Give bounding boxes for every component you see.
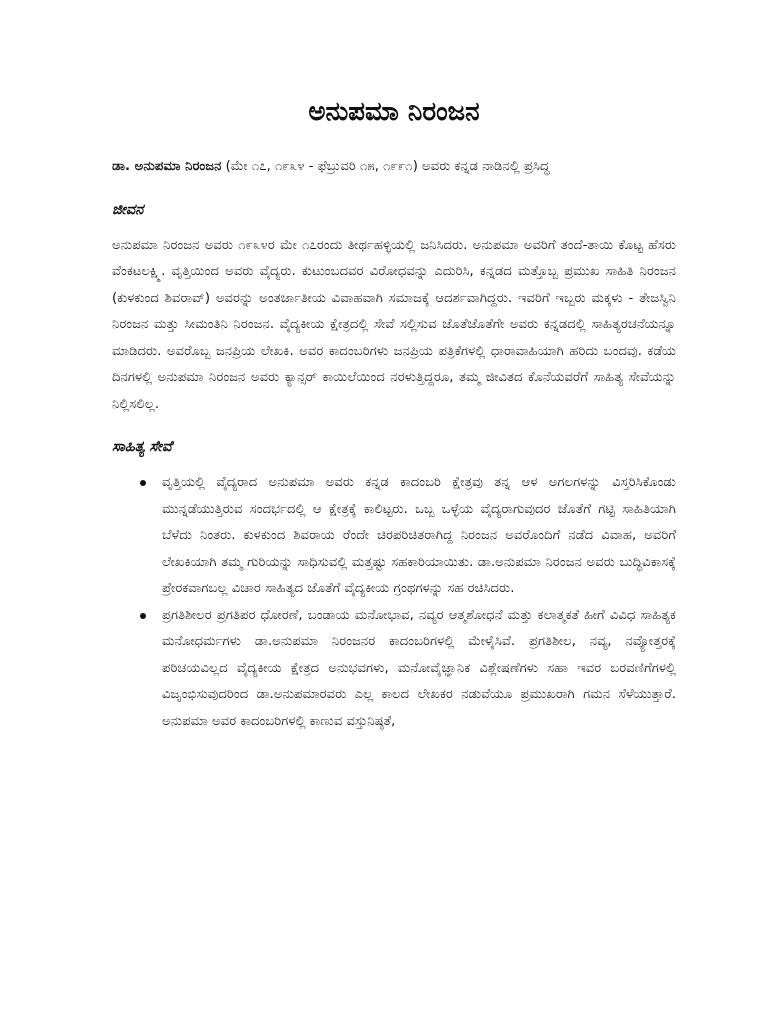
page-title: ಅನುಪಮಾ ನಿರಂಜನ (308, 97, 480, 127)
intro-text: (ಮೇ ೧೭, ೧೯೩೪ - ಫೆಬ್ರುವರಿ ೧೫, ೧೯೯೧) ಅವರು ಕನ್ನಡ ನಾಡಿನಲ್ಲಿ ಪ್ರಸಿದ್ಧ (221, 159, 550, 174)
intro-name: ಡಾ. ಅನುಪಮಾ ನಿರಂಜನ (112, 159, 222, 174)
literary-service-list (112, 470, 676, 735)
list-item (162, 470, 676, 603)
bullet-icon (140, 613, 146, 619)
life-paragraph: ಅನುಪಮಾ ನಿರಂಜನ ಅವರು ೧೯೩೪ರ ಮೇ ೧೭ರಂದು ತೀರ್ಥಹಳ್ಳಿಯಲ್ಲಿ ಜನಿಸಿದರು. ಅನುಪಮಾ ಅವರಿಗೆ ತಂದೆ-ತಾಯಿ ಕೊಟ್ಟ ಹೆಸರು ವೆಂಕಟಲಕ್ಷ್ಮಿ. ವೃತ್ತಿಯಿಂದ ಅವರು ವೈದ್ಯರು. ಕುಟುಂಬದವರ ವಿರೋಧವನ್ನು ಎದುರಿಸಿ, ಕನ್ನಡದ ಮತ್ತೊಬ್ಬ ಪ್ರಮುಖ ಸಾಹಿತಿ ನಿರಂಜನ (ಕುಳಕುಂದ ಶಿವರಾವ್) ಅವರನ್ನು ಅಂತರ್ಜಾತೀಯ ವಿವಾಹವಾಗಿ ಸಮಾಜಕ್ಕೆ ಆದರ್ಶವಾಗಿದ್ದರು. ಇವರಿಗೆ ಇಬ್ಬರು ಮಕ್ಕಳು - ತೇಜಸ್ವಿನಿ ನಿರಂಜನ ಮತ್ತು ಸೀಮಂತಿನಿ ನಿರಂಜನ. ವೈದ್ಯಕೀಯ ಕ್ಷೇತ್ರದಲ್ಲಿ ಸೇವೆ ಸಲ್ಲಿಸುವ ಜೊತೆಜೊತೆಗೇ ಅವರು ಕನ್ನಡದಲ್ಲಿ ಸಾಹಿತ್ಯರಚನೆಯನ್ನೂ ಮಾಡಿದರು. ಅವರೊಬ್ಬ ಜನಪ್ರಿಯ ಲೇಖಕಿ. ಅವರ ಕಾದಂಬರಿಗಳು ಜನಪ್ರಿಯ ಪತ್ರಿಕೆಗಳಲ್ಲಿ ಧಾರಾವಾಹಿಯಾಗಿ ಹರಿದು ಬಂದವು. ಕಡೆಯ ದಿನಗಳಲ್ಲಿ ಅನುಪಮಾ ನಿರಂಜನ ಅವರು ಕ್ಯಾನ್ಸರ್ ಕಾಯಿಲೆಯಿಂದ ನರಳುತ್ತಿದ್ದರೂ, ತಮ್ಮ ಜೀವಿತದ ಕೊನೆಯವರೆಗೆ ಸಾಹಿತ್ಯ ಸೇವೆಯನ್ನು ನಿಲ್ಲಿಸಲಿಲ್ಲ. (112, 237, 676, 412)
intro-paragraph (112, 154, 676, 181)
section-heading-literary-service: ಸಾಹಿತ್ಯ ಸೇವೆ (112, 439, 172, 455)
list-item-text: ಪ್ರಗತಿಶೀಲರ ಪ್ರಗತಿಪರ ಧೋರಣೆ, ಬಂಡಾಯ ಮನೋಭಾವ, ನವ್ಯರ ಆತ್ಮಶೋಧನೆ ಮತ್ತು ಕಲಾತ್ಮಕತೆ ಹೀಗೆ ವಿವಿಧ ಸಾಹಿತ್ಯಕ ಮನೋಧರ್ಮಗಳು ಡಾ.ಅನುಪಮಾ ನಿರಂಜನರ ಕಾದಂಬರಿಗಳಲ್ಲಿ ಮೇಳೈಸಿವೆ. ಪ್ರಗತಿಶೀಲ, ನವ್ಯ, ನವ್ಯೋತ್ತರಕ್ಕೆ ಪರಿಚಯವಿಲ್ಲದ ವೈದ್ಯಕೀಯ ಕ್ಷೇತ್ರದ ಅನುಭವಗಳು, ಮನೋವೈಜ್ಞಾನಿಕ ವಿಶ್ಲೇಷಣೆಗಳು ಸಹಾ ಇವರ ಬರವಣಿಗೆಗಳಲ್ಲಿ ವಿಜೃಂಭಿಸುವುದರಿಂದ ಡಾ.ಅನುಪಮಾರವರು ಎಲ್ಲ ಕಾಲದ ಲೇಖಕರ ನಡುವೆಯೂ ಪ್ರಮುಖರಾಗಿ ಗಮನ ಸೆಳೆಯುತ್ತಾರೆ. ಅನುಪಮಾ ಅವರ ಕಾದಂಬರಿಗಳಲ್ಲಿ ಕಾಣುವ ವಸ್ತುನಿಷ್ಠತೆ, (162, 607, 676, 729)
list-item (162, 603, 676, 736)
list-item-text: ವೃತ್ತಿಯಲ್ಲಿ ವೈದ್ಯರಾದ ಅನುಪಮಾ ಅವರು ಕನ್ನಡ ಕಾದಂಬರಿ ಕ್ಷೇತ್ರವು ತನ್ನ ಆಳ ಅಗಲಗಳನ್ನು ವಿಸ್ತರಿಸಿಕೊಂಡು ಮುನ್ನಡೆಯುತ್ತಿರುವ ಸಂದರ್ಭದಲ್ಲಿ ಆ ಕ್ಷೇತ್ರಕ್ಕೆ ಕಾಲಿಟ್ಟರು. ಒಬ್ಬ ಒಳ್ಳೆಯ ವೈದ್ಯರಾಗುವುದರ ಜೊತೆಗೆ ಗಟ್ಟಿ ಸಾಹಿತಿಯಾಗಿ ಬೆಳೆದು ನಿಂತರು. ಕುಳಕುಂದ ಶಿವರಾಯ ರೆಂದೇ ಚಿರಪರಿಚಿತರಾಗಿದ್ದ ನಿರಂಜನ ಅವರೊಂದಿಗೆ ನಡೆದ ವಿವಾಹ, ಅವರಿಗೆ ಲೇಖಕಿಯಾಗಿ ತಮ್ಮ ಗುರಿಯನ್ನು ಸಾಧಿಸುವಲ್ಲಿ ಮತ್ತಷ್ಟು ಸಹಕಾರಿಯಾಯಿತು. ಡಾ.ಅನುಪಮಾ ನಿರಂಜನ ಅವರು ಬುದ್ಧಿವಿಕಾಸಕ್ಕೆ ಪ್ರೇರಕವಾಗಬಲ್ಲ ವಿಚಾರ ಸಾಹಿತ್ಯದ ಜೊತೆಗೆ ವೈದ್ಯಕೀಯ ಗ್ರಂಥಗಳನ್ನು ಸಹ ರಚಿಸಿದರು. (162, 475, 676, 596)
section-heading-life: ಜೀವನ (112, 201, 144, 218)
bullet-icon (140, 480, 146, 486)
